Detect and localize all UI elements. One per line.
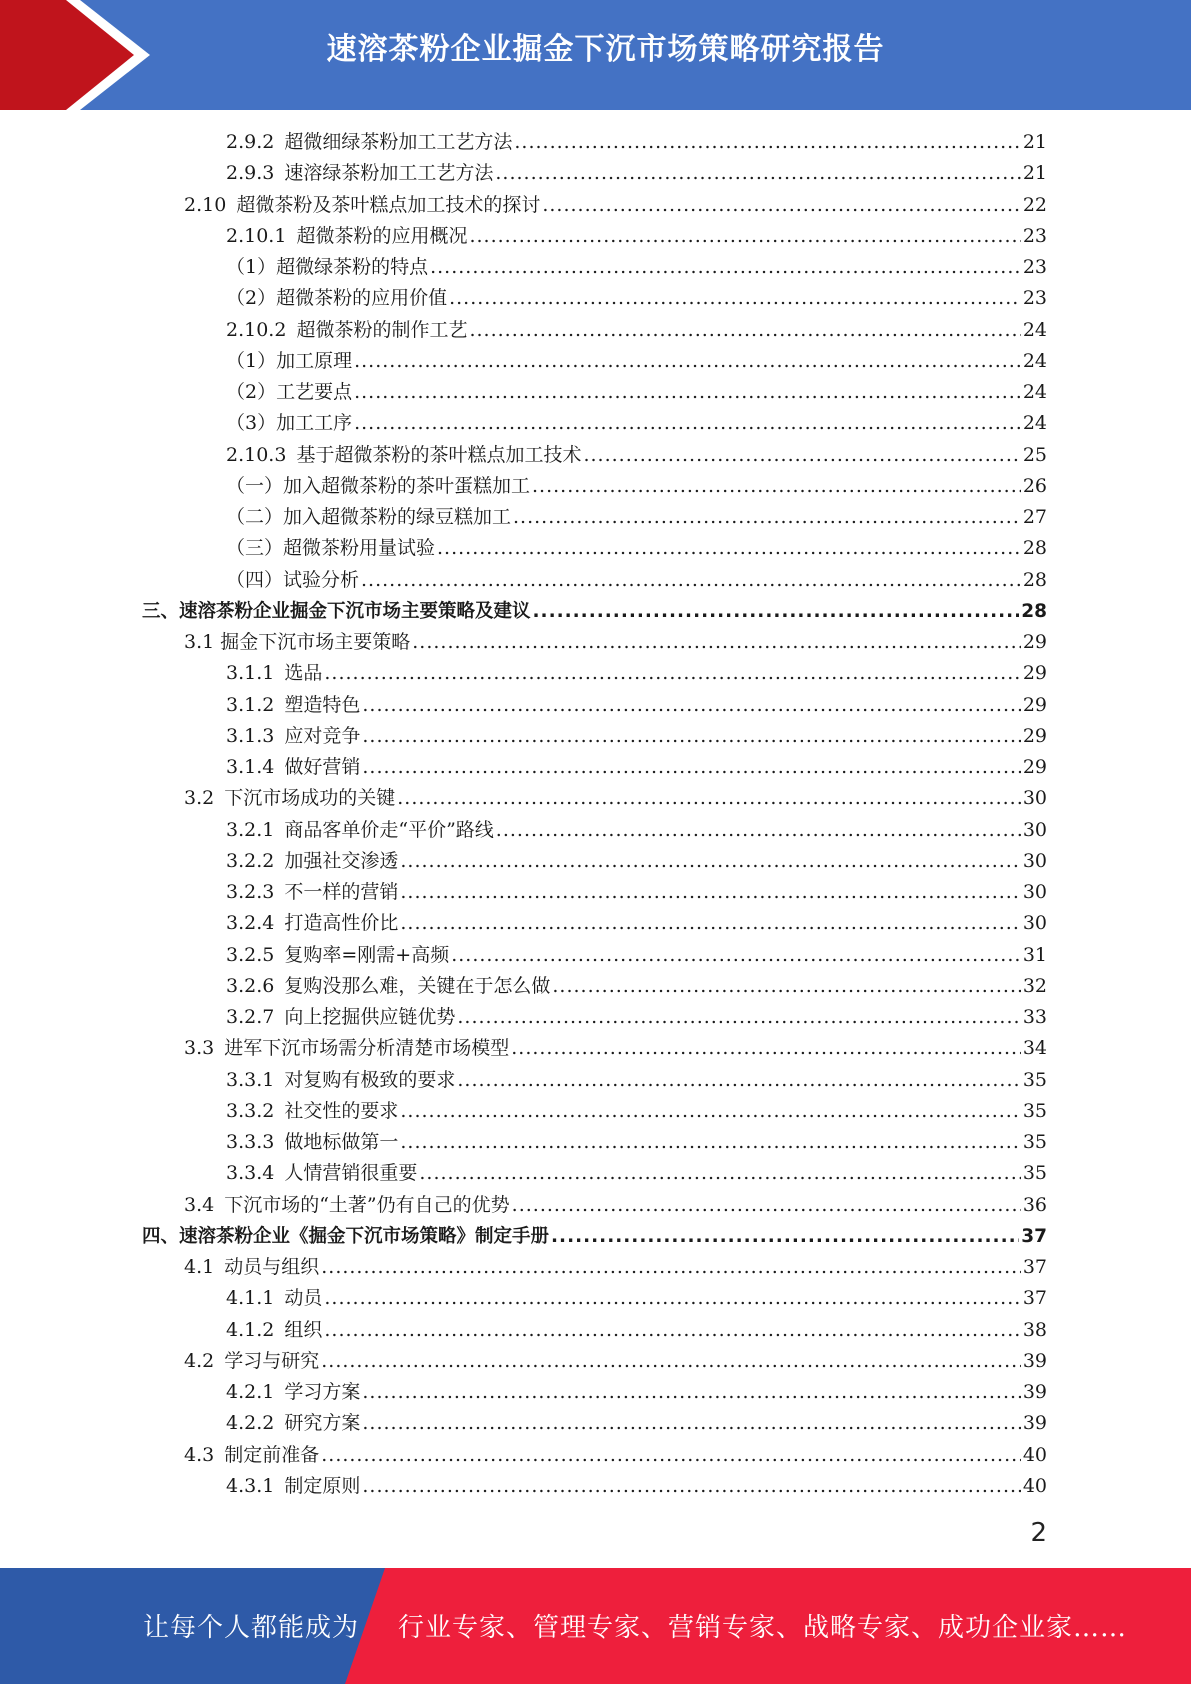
toc-entry[interactable]	[226, 471, 1047, 502]
toc-entry-page: 35	[1022, 1162, 1047, 1185]
toc-entry-number: 4.1	[184, 1256, 215, 1278]
toc-dot-leader	[321, 1252, 1021, 1283]
toc-entry-title: （三）超微茶粉用量试验	[226, 537, 436, 560]
toc-entry[interactable]	[142, 1221, 1047, 1252]
toc-entry-title: 3.1 掘金下沉市场主要策略	[184, 631, 411, 653]
toc-entry-number: 2.10	[184, 193, 227, 216]
toc-entry-page: 29	[1022, 631, 1047, 653]
toc-entry-page: 23	[1022, 287, 1047, 310]
toc-entry-number: 3.2.7	[226, 1006, 275, 1028]
toc-dot-leader	[511, 1033, 1021, 1064]
toc-entry[interactable]	[226, 533, 1047, 564]
toc-dot-leader	[583, 440, 1020, 471]
toc-entry-number: 3.2.3	[226, 881, 275, 903]
toc-entry-page: 24	[1022, 412, 1047, 435]
toc-dot-leader	[354, 346, 1021, 377]
toc-entry[interactable]	[226, 1283, 1047, 1314]
toc-dot-leader	[551, 1221, 1019, 1252]
toc-entry-number: 4.2.1	[226, 1381, 275, 1403]
toc-entry-page: 40	[1022, 1443, 1047, 1466]
toc-entry-title: （一）加入超微茶粉的茶叶蛋糕加工	[226, 474, 531, 497]
toc-entry-number: 4.1.1	[226, 1287, 275, 1310]
footer-roles: 行业专家、管理专家、营销专家、战略专家、成功企业家……	[398, 1613, 1128, 1643]
toc-entry-title: 制定前准备	[224, 1443, 320, 1466]
toc-entry-page: 39	[1022, 1412, 1047, 1435]
toc-entry-title: 超微茶粉的应用概况	[296, 224, 468, 247]
toc-entry-page: 30	[1022, 912, 1047, 935]
toc-entry[interactable]	[226, 283, 1047, 314]
page-number: 2	[1030, 1518, 1047, 1548]
toc-dot-leader	[412, 627, 1021, 658]
toc-entry[interactable]	[226, 252, 1047, 283]
toc-entry-title: 三、速溶茶粉企业掘金下沉市场主要策略及建议	[142, 600, 531, 622]
toc-entry-number: 3.3	[184, 1037, 215, 1060]
toc-dot-leader	[532, 471, 1021, 502]
toc-entry-page: 39	[1022, 1349, 1047, 1372]
toc-entry-page: 29	[1022, 693, 1047, 716]
toc-entry-page: 21	[1022, 162, 1047, 185]
toc-entry-title: 商品客单价走“平价”路线	[284, 818, 494, 841]
toc-entry-title: 基于超微茶粉的茶叶糕点加工技术	[296, 443, 582, 466]
toc-entry[interactable]	[226, 908, 1047, 939]
toc-entry-number: 4.3	[184, 1443, 215, 1466]
toc-entry-title: 向上挖掘供应链优势	[284, 1006, 456, 1028]
toc-entry-title: 社交性的要求	[284, 1099, 399, 1122]
toc-entry-number: 3.2.1	[226, 818, 275, 841]
toc-entry-number: 4.3.1	[226, 1474, 275, 1497]
toc-entry-title: 四、速溶茶粉企业《掘金下沉市场策略》制定手册	[142, 1225, 550, 1247]
toc-entry-page: 22	[1022, 193, 1047, 216]
toc-entry[interactable]	[226, 658, 1047, 689]
toc-entry-title: 进军下沉市场需分析清楚市场模型	[224, 1037, 510, 1060]
page-header	[0, 0, 1191, 110]
toc-entry-title: 打造高性价比	[284, 912, 399, 935]
toc-entry[interactable]	[226, 408, 1047, 439]
toc-entry-page: 32	[1022, 974, 1047, 997]
toc-entry[interactable]	[226, 752, 1047, 783]
toc-entry[interactable]	[226, 721, 1047, 752]
toc-dot-leader	[361, 565, 1021, 596]
toc-entry-page: 29	[1022, 756, 1047, 778]
toc-entry[interactable]	[226, 1096, 1047, 1127]
toc-entry[interactable]	[226, 221, 1047, 252]
toc-entry-page: 24	[1022, 381, 1047, 403]
toc-entry-page: 33	[1022, 1006, 1047, 1028]
toc-entry-page: 35	[1022, 1131, 1047, 1153]
toc-entry[interactable]	[226, 346, 1047, 377]
toc-entry-title: （2）工艺要点	[226, 381, 353, 403]
toc-entry-title: （1）超微绿茶粉的特点	[226, 256, 429, 278]
toc-dot-leader	[362, 1377, 1020, 1408]
page-footer	[0, 1568, 1191, 1684]
toc-entry-page: 31	[1022, 943, 1047, 966]
toc-entry[interactable]	[142, 596, 1047, 627]
toc-entry-title: 速溶绿茶粉加工工艺方法	[284, 162, 494, 185]
toc-entry-title: 塑造特色	[284, 693, 361, 716]
toc-entry-number: 4.2.2	[226, 1412, 275, 1435]
toc-dot-leader	[324, 658, 1020, 689]
toc-entry-page: 23	[1022, 256, 1047, 278]
toc-entry[interactable]	[184, 1033, 1047, 1064]
toc-entry-number: 2.9.3	[226, 162, 275, 185]
toc-entry-page: 28	[1021, 600, 1047, 622]
toc-entry-page: 37	[1022, 1287, 1047, 1310]
toc-entry-number: 3.1.4	[226, 756, 275, 778]
toc-entry[interactable]	[226, 315, 1047, 346]
toc-dot-leader	[419, 1158, 1020, 1189]
toc-entry-title: 学习方案	[284, 1381, 361, 1403]
toc-entry[interactable]	[226, 846, 1047, 877]
toc-entry-page: 28	[1022, 568, 1047, 591]
toc-entry-number: 3.1.1	[226, 662, 275, 685]
toc-entry-title: 复购没那么难，关键在于怎么做	[284, 974, 551, 997]
toc-dot-leader	[362, 1408, 1020, 1439]
toc-entry[interactable]	[226, 1127, 1047, 1158]
toc-entry-page: 37	[1022, 1256, 1047, 1278]
toc-entry-title: 超微茶粉及茶叶糕点加工技术的探讨	[236, 193, 541, 216]
toc-dot-leader	[552, 971, 1020, 1002]
toc-dot-leader	[514, 127, 1020, 158]
toc-dot-leader	[354, 408, 1021, 439]
toc-entry-page: 36	[1022, 1193, 1047, 1216]
toc-dot-leader	[451, 940, 1021, 971]
toc-entry-title: 应对竞争	[284, 724, 361, 747]
toc-entry-page: 25	[1022, 443, 1047, 466]
toc-entry-page: 30	[1022, 787, 1047, 810]
toc-entry-page: 29	[1022, 662, 1047, 685]
toc-entry-title: 人情营销很重要	[284, 1162, 418, 1185]
toc-entry-title: （1）加工原理	[226, 349, 353, 372]
toc-dot-leader	[354, 377, 1021, 408]
toc-entry-page: 30	[1022, 849, 1047, 872]
toc-entry-page: 24	[1022, 349, 1047, 372]
toc-entry-number: 2.10.2	[226, 318, 287, 341]
toc-dot-leader	[533, 596, 1020, 627]
toc-entry[interactable]	[226, 440, 1047, 471]
toc-entry[interactable]	[226, 565, 1047, 596]
toc-entry[interactable]	[226, 1408, 1047, 1439]
toc-entry[interactable]	[184, 1346, 1047, 1377]
toc-dot-leader	[400, 1127, 1020, 1158]
toc-entry[interactable]	[226, 1002, 1047, 1033]
toc-entry-page: 37	[1021, 1225, 1047, 1247]
toc-entry-title: 加强社交渗透	[284, 849, 399, 872]
toc-entry[interactable]	[226, 1315, 1047, 1346]
toc-entry[interactable]	[226, 971, 1047, 1002]
toc-entry-title: 超微茶粉的制作工艺	[296, 318, 468, 341]
toc-entry-title: 制定原则	[284, 1474, 361, 1497]
toc-entry-title: 组织	[284, 1318, 323, 1341]
toc-dot-leader	[400, 877, 1020, 908]
toc-dot-leader	[437, 533, 1021, 564]
toc-entry[interactable]	[184, 627, 1047, 658]
toc-entry[interactable]	[184, 1440, 1047, 1471]
toc-entry-title: 超微细绿茶粉加工工艺方法	[284, 131, 513, 153]
toc-dot-leader	[400, 908, 1020, 939]
toc-entry-number: 3.3.1	[226, 1068, 275, 1091]
toc-entry[interactable]	[226, 377, 1047, 408]
toc-entry-page: 27	[1022, 506, 1047, 528]
toc-entry-title: 选品	[284, 662, 323, 685]
toc-dot-leader	[400, 846, 1020, 877]
toc-entry[interactable]	[226, 127, 1047, 158]
toc-entry-number: 2.9.2	[226, 131, 275, 153]
toc-entry[interactable]	[226, 158, 1047, 189]
toc-entry-page: 30	[1022, 818, 1047, 841]
toc-entry-page: 34	[1022, 1037, 1047, 1060]
toc-entry-page: 35	[1022, 1099, 1047, 1122]
toc-dot-leader	[362, 1471, 1020, 1502]
toc-entry-page: 26	[1022, 474, 1047, 497]
toc-dot-leader	[457, 1002, 1020, 1033]
toc-entry-title: 对复购有极致的要求	[284, 1068, 456, 1091]
toc-entry[interactable]	[184, 1190, 1047, 1221]
toc-dot-leader	[362, 752, 1020, 783]
toc-entry-number: 3.2.6	[226, 974, 275, 997]
toc-entry-title: 研究方案	[284, 1412, 361, 1435]
toc-entry-title: 做地标做第一	[284, 1131, 399, 1153]
toc-entry-title: 复购率=刚需+高频	[284, 943, 450, 966]
toc-entry-page: 40	[1022, 1474, 1047, 1497]
toc-dot-leader	[362, 721, 1020, 752]
toc-entry[interactable]	[226, 502, 1047, 533]
toc-entry-page: 28	[1022, 537, 1047, 560]
toc-dot-leader	[397, 783, 1021, 814]
toc-entry-number: 4.1.2	[226, 1318, 275, 1341]
toc-dot-leader	[362, 690, 1020, 721]
toc-entry-title: 下沉市场成功的关键	[224, 787, 396, 810]
toc-entry[interactable]	[226, 1471, 1047, 1502]
report-title: 速溶茶粉企业掘金下沉市场策略研究报告	[326, 32, 885, 67]
toc-entry-number: 3.1.2	[226, 693, 275, 716]
toc-entry-number: 3.4	[184, 1193, 215, 1216]
toc-entry-title: （3）加工工序	[226, 412, 353, 435]
toc-entry-number: 3.2.5	[226, 943, 275, 966]
toc-entry-number: 3.3.2	[226, 1099, 275, 1122]
toc-entry-title: （2）超微茶粉的应用价值	[226, 287, 448, 310]
toc-entry-title: 不一样的营销	[284, 881, 399, 903]
toc-entry-page: 39	[1022, 1381, 1047, 1403]
toc-entry-title: 动员与组织	[224, 1256, 320, 1278]
toc-dot-leader	[512, 1190, 1021, 1221]
toc-entry-number: 3.2.2	[226, 849, 275, 872]
toc-entry-number: 3.3.3	[226, 1131, 275, 1153]
toc-entry-title: 动员	[284, 1287, 323, 1310]
toc-dot-leader	[449, 283, 1021, 314]
toc-dot-leader	[321, 1440, 1021, 1471]
toc-entry-title: （四）试验分析	[226, 568, 360, 591]
toc-dot-leader	[496, 815, 1021, 846]
toc-entry-page: 23	[1022, 224, 1047, 247]
toc-dot-leader	[469, 221, 1020, 252]
toc-dot-leader	[513, 502, 1021, 533]
toc-entry-title: 做好营销	[284, 756, 361, 778]
toc-entry[interactable]	[226, 877, 1047, 908]
toc-entry[interactable]	[184, 1252, 1047, 1283]
toc-entry[interactable]	[226, 1377, 1047, 1408]
toc-entry-page: 29	[1022, 724, 1047, 747]
toc-dot-leader	[457, 1065, 1020, 1096]
toc-entry[interactable]	[184, 783, 1047, 814]
toc-entry-title: （二）加入超微茶粉的绿豆糕加工	[226, 506, 512, 528]
toc-entry-page: 35	[1022, 1068, 1047, 1091]
toc-entry[interactable]	[226, 815, 1047, 846]
toc-entry-title: 学习与研究	[224, 1349, 320, 1372]
toc-entry-title: 下沉市场的“土著”仍有自己的优势	[224, 1193, 510, 1216]
toc-entry-number: 4.2	[184, 1349, 215, 1372]
toc-entry-number: 3.2	[184, 787, 215, 810]
toc-entry-number: 3.2.4	[226, 912, 275, 935]
toc-entry-number: 3.1.3	[226, 724, 275, 747]
toc-entry[interactable]	[226, 940, 1047, 971]
toc-dot-leader	[495, 158, 1020, 189]
toc-entry-number: 2.10.1	[226, 224, 287, 247]
toc-entry[interactable]	[226, 690, 1047, 721]
toc-entry[interactable]	[226, 1158, 1047, 1189]
toc-dot-leader	[542, 190, 1020, 221]
toc-entry-number: 2.10.3	[226, 443, 287, 466]
toc-dot-leader	[430, 252, 1021, 283]
toc-dot-leader	[324, 1283, 1020, 1314]
toc-entry[interactable]	[226, 1065, 1047, 1096]
footer-tagline: 让每个人都能成为	[143, 1613, 360, 1643]
toc-dot-leader	[324, 1315, 1020, 1346]
toc-entry-page: 38	[1022, 1318, 1047, 1341]
toc-dot-leader	[400, 1096, 1020, 1127]
toc-entry[interactable]	[184, 190, 1047, 221]
toc-entry-page: 30	[1022, 881, 1047, 903]
toc-entry-number: 3.3.4	[226, 1162, 275, 1185]
toc-entry-page: 24	[1022, 318, 1047, 341]
toc-dot-leader	[469, 315, 1020, 346]
toc-dot-leader	[321, 1346, 1021, 1377]
toc-entry-page: 21	[1022, 131, 1047, 153]
